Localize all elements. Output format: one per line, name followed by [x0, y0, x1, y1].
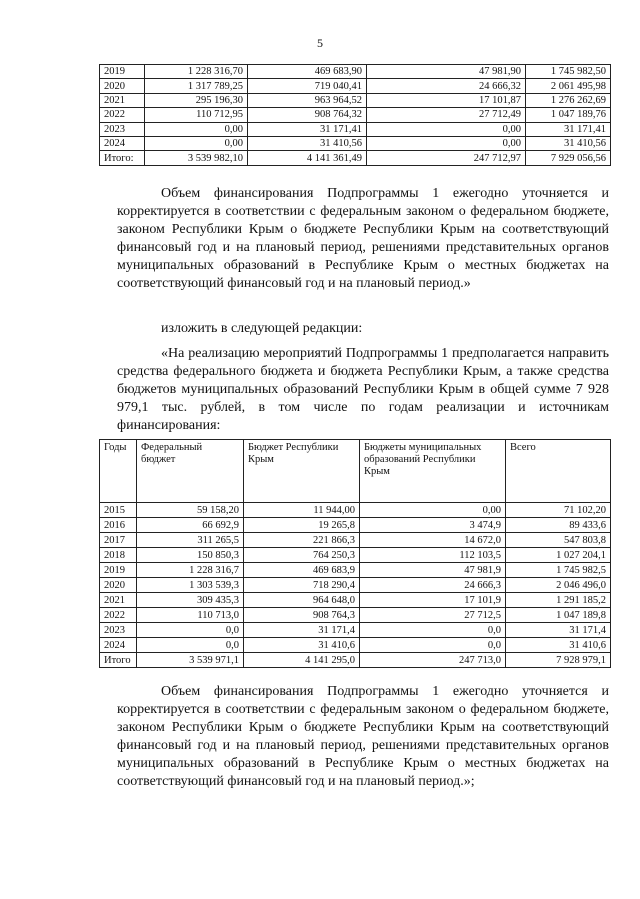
table-row	[100, 533, 611, 548]
amount-cell: 0,0	[137, 623, 244, 638]
amount-cell: 66 692,9	[137, 518, 244, 533]
amount-cell: 309 435,3	[137, 593, 244, 608]
financing-table-new	[99, 439, 611, 668]
paragraph-new-wording: «На реализацию мероприятий Подпрограммы 1 предполагается направить средства федерального бюджета и бюджета Республики Крым, а также средства бюджетов муниципальных образований Республики Крым в общей сумме 7 928 979,1 тыс. рублей, в том числе по годам реализации и источникам финансирования:	[117, 346, 609, 433]
amount-cell: 24 666,32	[367, 79, 526, 93]
year-cell: 2024	[100, 136, 145, 150]
amount-cell: 0,0	[360, 638, 506, 653]
amount-cell: 31 171,41	[526, 122, 611, 136]
year-cell: 2015	[100, 503, 137, 518]
year-cell: Итого:	[100, 151, 145, 165]
table-row	[100, 578, 611, 593]
amount-cell: 112 103,5	[360, 548, 506, 563]
amount-cell: 7 928 979,1	[506, 653, 611, 668]
amount-cell: 719 040,41	[248, 79, 367, 93]
amount-cell: 718 290,4	[244, 578, 360, 593]
amount-cell: 4 141 295,0	[244, 653, 360, 668]
amount-cell: 31 171,4	[244, 623, 360, 638]
amount-cell: 1 303 539,3	[137, 578, 244, 593]
table-row	[100, 93, 611, 107]
year-cell: Итого	[100, 653, 137, 668]
table-row	[100, 638, 611, 653]
amount-cell: 0,00	[367, 122, 526, 136]
table-row	[100, 518, 611, 533]
amount-cell: 247 712,97	[367, 151, 526, 165]
table-row	[100, 563, 611, 578]
table-row	[100, 503, 611, 518]
header-municipal-budgets: Бюджеты муниципальных образований Республики Крым	[360, 440, 506, 503]
amount-cell: 31 410,56	[248, 136, 367, 150]
paragraph-edit-instruction: изложить в следующей редакции:	[161, 321, 363, 336]
header-crimea-budget: Бюджет Республики Крым	[244, 440, 360, 503]
amount-cell: 0,00	[145, 122, 248, 136]
amount-cell: 0,00	[360, 503, 506, 518]
amount-cell: 89 433,6	[506, 518, 611, 533]
amount-cell: 1 047 189,76	[526, 108, 611, 122]
table-row	[100, 65, 611, 79]
amount-cell: 47 981,90	[367, 65, 526, 79]
table-row	[100, 593, 611, 608]
amount-cell: 71 102,20	[506, 503, 611, 518]
table-row	[100, 151, 611, 165]
amount-cell: 1 276 262,69	[526, 93, 611, 107]
amount-cell: 47 981,9	[360, 563, 506, 578]
amount-cell: 1 317 789,25	[145, 79, 248, 93]
amount-cell: 0,0	[360, 623, 506, 638]
amount-cell: 3 539 971,1	[137, 653, 244, 668]
table-row	[100, 623, 611, 638]
amount-cell: 31 410,6	[244, 638, 360, 653]
amount-cell: 3 474,9	[360, 518, 506, 533]
header-federal-budget: Федеральный бюджет	[137, 440, 244, 503]
amount-cell: 31 171,4	[506, 623, 611, 638]
year-cell: 2022	[100, 108, 145, 122]
amount-cell: 764 250,3	[244, 548, 360, 563]
amount-cell: 24 666,3	[360, 578, 506, 593]
header-total: Всего	[506, 440, 611, 503]
table-row	[100, 108, 611, 122]
amount-cell: 963 964,52	[248, 93, 367, 107]
amount-cell: 59 158,20	[137, 503, 244, 518]
amount-cell: 1 291 185,2	[506, 593, 611, 608]
amount-cell: 2 061 495,98	[526, 79, 611, 93]
amount-cell: 110 712,95	[145, 108, 248, 122]
amount-cell: 17 101,9	[360, 593, 506, 608]
amount-cell: 110 713,0	[137, 608, 244, 623]
amount-cell: 908 764,3	[244, 608, 360, 623]
table-row	[100, 122, 611, 136]
amount-cell: 31 410,6	[506, 638, 611, 653]
amount-cell: 17 101,87	[367, 93, 526, 107]
table-row	[100, 653, 611, 668]
amount-cell: 27 712,49	[367, 108, 526, 122]
table-row	[100, 136, 611, 150]
amount-cell: 11 944,00	[244, 503, 360, 518]
amount-cell: 1 228 316,7	[137, 563, 244, 578]
amount-cell: 19 265,8	[244, 518, 360, 533]
amount-cell: 31 410,56	[526, 136, 611, 150]
year-cell: 2021	[100, 593, 137, 608]
year-cell: 2023	[100, 122, 145, 136]
year-cell: 2021	[100, 93, 145, 107]
amount-cell: 1 027 204,1	[506, 548, 611, 563]
financing-table-old	[99, 64, 611, 166]
amount-cell: 295 196,30	[145, 93, 248, 107]
amount-cell: 0,00	[145, 136, 248, 150]
amount-cell: 547 803,8	[506, 533, 611, 548]
amount-cell: 14 672,0	[360, 533, 506, 548]
amount-cell: 4 141 361,49	[248, 151, 367, 165]
paragraph-financing-note-new: Объем финансирования Подпрограммы 1 ежегодно уточняется и корректируется в соответствии с федеральным законом о федеральном бюджете, законом Республики Крым о бюджете Республики Крым на соответствующий финансовый год и на плановый период, решениями представительных органов муниципальных образований в Республике Крым о местных бюджетах на соответствующий финансовый год и на плановый период.»;	[117, 684, 609, 789]
page-number: 5	[317, 36, 323, 50]
amount-cell: 247 713,0	[360, 653, 506, 668]
amount-cell: 311 265,5	[137, 533, 244, 548]
amount-cell: 964 648,0	[244, 593, 360, 608]
year-cell: 2023	[100, 623, 137, 638]
year-cell: 2018	[100, 548, 137, 563]
amount-cell: 469 683,9	[244, 563, 360, 578]
amount-cell: 469 683,90	[248, 65, 367, 79]
amount-cell: 150 850,3	[137, 548, 244, 563]
year-cell: 2020	[100, 79, 145, 93]
header-years: Годы	[100, 440, 137, 503]
amount-cell: 1 047 189,8	[506, 608, 611, 623]
year-cell: 2022	[100, 608, 137, 623]
amount-cell: 1 745 982,5	[506, 563, 611, 578]
year-cell: 2019	[100, 563, 137, 578]
amount-cell: 908 764,32	[248, 108, 367, 122]
amount-cell: 1 228 316,70	[145, 65, 248, 79]
amount-cell: 27 712,5	[360, 608, 506, 623]
year-cell: 2016	[100, 518, 137, 533]
year-cell: 2020	[100, 578, 137, 593]
amount-cell: 221 866,3	[244, 533, 360, 548]
amount-cell: 31 171,41	[248, 122, 367, 136]
table-row	[100, 79, 611, 93]
table-row	[100, 608, 611, 623]
amount-cell: 0,00	[367, 136, 526, 150]
amount-cell: 0,0	[137, 638, 244, 653]
year-cell: 2024	[100, 638, 137, 653]
year-cell: 2017	[100, 533, 137, 548]
amount-cell: 1 745 982,50	[526, 65, 611, 79]
year-cell: 2019	[100, 65, 145, 79]
amount-cell: 2 046 496,0	[506, 578, 611, 593]
amount-cell: 7 929 056,56	[526, 151, 611, 165]
amount-cell: 3 539 982,10	[145, 151, 248, 165]
table-row	[100, 548, 611, 563]
paragraph-financing-note-old: Объем финансирования Подпрограммы 1 ежегодно уточняется и корректируется в соответствии с федеральным законом о федеральном бюджете, законом Республики Крым о бюджете Республики Крым на соответствующий финансовый год и на плановый период, решениями представительных органов муниципальных образований в Республике Крым о местных бюджетах на соответствующий финансовый год и на плановый период.»	[117, 186, 609, 291]
